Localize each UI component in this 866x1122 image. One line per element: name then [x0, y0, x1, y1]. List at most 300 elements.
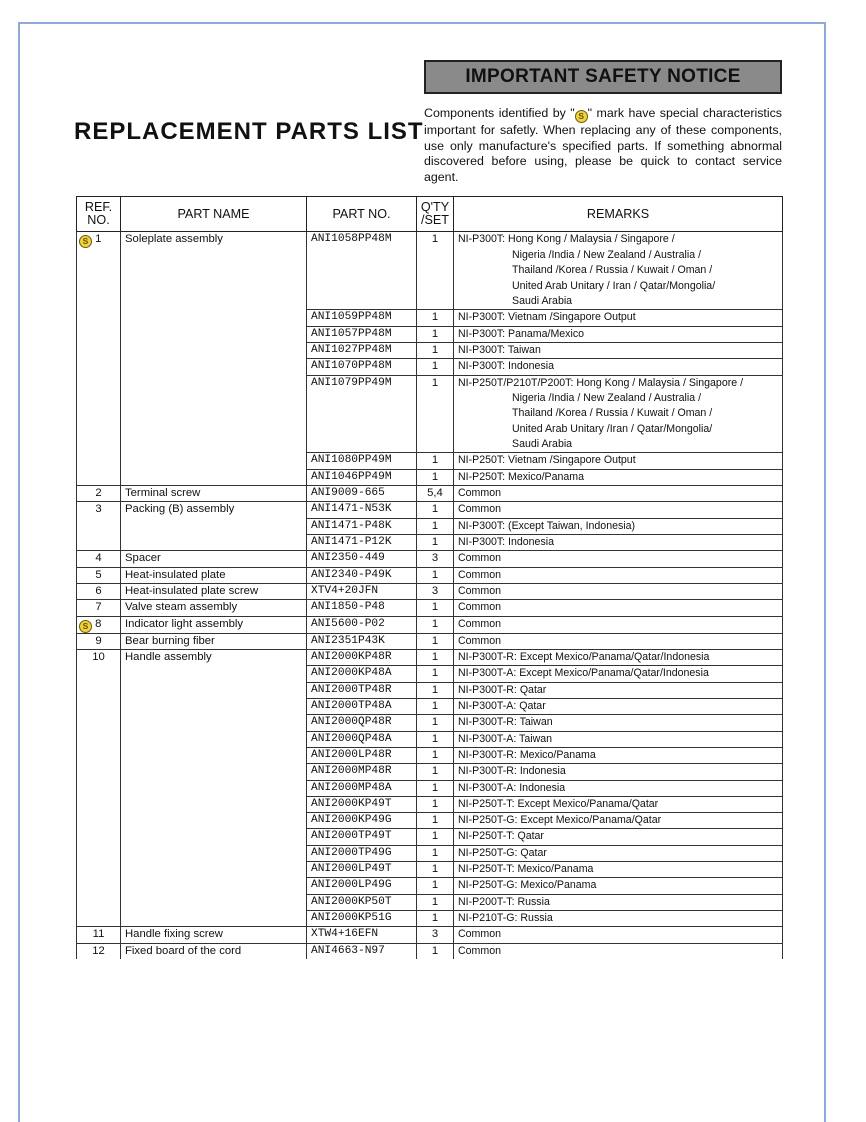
- remarks: [454, 583, 783, 599]
- remarks: [454, 469, 783, 485]
- ref-no-text: 12: [92, 944, 105, 957]
- quantity: 1: [417, 518, 454, 534]
- part-name: [121, 518, 307, 534]
- quantity: 1: [417, 845, 454, 861]
- table-row: [77, 469, 783, 485]
- quantity: [417, 422, 454, 437]
- table-row: [77, 263, 783, 278]
- ref-no-text: 8: [95, 617, 102, 630]
- quantity: 1: [417, 469, 454, 485]
- notice-text-after: " mark have special characteristics important for safetly. When replacing any of these components, use only manufacture's specified parts. If something abnormal discovered before using, please be quick to contact service agent.: [424, 106, 782, 184]
- remarks-text: NI-P300T: Indonesia: [458, 360, 554, 373]
- part-name: [121, 294, 307, 310]
- part-name: [121, 731, 307, 747]
- quantity: 1: [417, 829, 454, 845]
- ref-no: [77, 845, 121, 861]
- ref-no: [77, 666, 121, 682]
- part-number: ANI2000MP48R: [307, 764, 417, 780]
- ref-no: [77, 437, 121, 453]
- table-row: [77, 666, 783, 682]
- ref-no: [77, 583, 121, 599]
- part-name: [121, 894, 307, 910]
- quantity: 1: [417, 342, 454, 358]
- remarks-text: NI-P300T-A: Except Mexico/Panama/Qatar/Indonesia: [458, 667, 709, 680]
- remarks-text: NI-P250T-T: Mexico/Panama: [458, 863, 594, 876]
- part-name: Handle fixing screw: [121, 927, 307, 943]
- remarks: [454, 422, 783, 437]
- table-row: [77, 878, 783, 894]
- remarks: [454, 600, 783, 616]
- quantity: [417, 263, 454, 278]
- part-name: [121, 862, 307, 878]
- safety-notice-text: [424, 106, 782, 185]
- quantity: 5,4: [417, 485, 454, 501]
- ref-no: [77, 731, 121, 747]
- remarks: [454, 232, 783, 249]
- col-header-part-no: PART NO.: [307, 197, 417, 232]
- ref-no: [77, 927, 121, 943]
- part-name: [121, 422, 307, 437]
- table-row: [77, 342, 783, 358]
- remarks-text: NI-P300T-A: Taiwan: [458, 732, 553, 745]
- table-row: [77, 616, 783, 633]
- remarks-text: United Arab Unitary /Iran / Qatar/Mongolia/: [512, 422, 713, 435]
- remarks: [454, 862, 783, 878]
- ref-no: [77, 359, 121, 375]
- quantity: 1: [417, 764, 454, 780]
- ref-no: [77, 780, 121, 796]
- remarks-text: Common: [458, 634, 501, 647]
- table-row: [77, 502, 783, 518]
- remarks-text: NI-P300T: Hong Kong / Malaysia / Singapore /: [458, 233, 675, 245]
- remarks: [454, 310, 783, 326]
- part-number: [307, 248, 417, 263]
- table-row: [77, 422, 783, 437]
- remarks: [454, 406, 783, 421]
- part-name: [121, 534, 307, 550]
- part-number: ANI5600-P02: [307, 616, 417, 633]
- table-row: [77, 927, 783, 943]
- remarks: [454, 764, 783, 780]
- parts-table: [76, 196, 783, 959]
- remarks: [454, 551, 783, 567]
- quantity: 1: [417, 310, 454, 326]
- ref-no: [77, 502, 121, 518]
- part-name: Indicator light assembly: [121, 616, 307, 633]
- remarks: [454, 453, 783, 469]
- quantity: 1: [417, 747, 454, 763]
- table-row: [77, 248, 783, 263]
- ref-no: [77, 326, 121, 342]
- remarks: [454, 502, 783, 518]
- remarks: [454, 698, 783, 714]
- part-name: Soleplate assembly: [121, 232, 307, 249]
- part-name: Bear burning fiber: [121, 633, 307, 649]
- part-name: [121, 248, 307, 263]
- remarks-text: NI-P300T: Indonesia: [458, 535, 554, 548]
- safety-notice-heading: IMPORTANT SAFETY NOTICE: [424, 60, 782, 94]
- ref-no: [77, 813, 121, 829]
- remarks: [454, 342, 783, 358]
- remarks: [454, 567, 783, 583]
- part-number: [307, 422, 417, 437]
- quantity: 1: [417, 567, 454, 583]
- quantity: [417, 294, 454, 310]
- part-number: ANI2000MP48A: [307, 780, 417, 796]
- part-name: [121, 911, 307, 927]
- ref-no-text: 5: [95, 568, 102, 581]
- part-number: ANI1058PP48M: [307, 232, 417, 249]
- remarks-text: Saudi Arabia: [512, 437, 573, 450]
- remarks-text: NI-P300T: Vietnam /Singapore Output: [458, 311, 636, 324]
- remarks-text: Saudi Arabia: [512, 294, 573, 307]
- col-header-qty: Q'TY /SET: [417, 197, 454, 232]
- remarks: [454, 294, 783, 310]
- remarks: [454, 829, 783, 845]
- part-number: ANI1079PP49M: [307, 375, 417, 391]
- quantity: 1: [417, 502, 454, 518]
- part-name: [121, 796, 307, 812]
- quantity: 1: [417, 600, 454, 616]
- ref-no: [77, 551, 121, 567]
- table-row: [77, 731, 783, 747]
- ref-no: [77, 422, 121, 437]
- table-row: [77, 943, 783, 959]
- part-name: [121, 279, 307, 294]
- table-row: [77, 862, 783, 878]
- part-name: [121, 780, 307, 796]
- remarks: [454, 780, 783, 796]
- ref-no: [77, 453, 121, 469]
- remarks: [454, 279, 783, 294]
- remarks-text: NI-P300T-R: Qatar: [458, 683, 547, 696]
- remarks-text: NI-P300T-A: Indonesia: [458, 781, 566, 794]
- part-name: Spacer: [121, 551, 307, 567]
- part-number: [307, 263, 417, 278]
- remarks-text: NI-P300T-R: Mexico/Panama: [458, 748, 596, 761]
- col-header-remarks: REMARKS: [454, 197, 783, 232]
- table-row: [77, 715, 783, 731]
- remarks-text: NI-P250T-T: Qatar: [458, 830, 544, 843]
- table-row: [77, 698, 783, 714]
- table-row: [77, 375, 783, 391]
- ref-no-text: 11: [92, 928, 105, 941]
- ref-no: [77, 485, 121, 501]
- table-row: [77, 359, 783, 375]
- part-number: XTW4+16EFN: [307, 927, 417, 943]
- part-number: ANI2000TP48R: [307, 682, 417, 698]
- part-number: ANI2000QP48R: [307, 715, 417, 731]
- table-row: [77, 813, 783, 829]
- quantity: 3: [417, 583, 454, 599]
- remarks: [454, 534, 783, 550]
- part-name: [121, 666, 307, 682]
- part-number: ANI2000TP48A: [307, 698, 417, 714]
- ref-no: [77, 342, 121, 358]
- quantity: [417, 437, 454, 453]
- part-number: ANI1059PP48M: [307, 310, 417, 326]
- remarks-text: NI-P300T-A: Qatar: [458, 699, 546, 712]
- remarks: [454, 845, 783, 861]
- remarks-text: Thailand /Korea / Russia / Kuwait / Oman /: [512, 407, 713, 420]
- remarks-text: NI-P300T-R: Taiwan: [458, 716, 553, 729]
- quantity: 3: [417, 551, 454, 567]
- remarks-text: Nigeria /India / New Zealand / Australia /: [512, 391, 702, 404]
- ref-no: [77, 406, 121, 421]
- remarks-text: Common: [458, 568, 501, 581]
- ref-no: [77, 878, 121, 894]
- part-name: Packing (B) assembly: [121, 502, 307, 518]
- table-row: [77, 682, 783, 698]
- quantity: 1: [417, 232, 454, 249]
- table-row: [77, 279, 783, 294]
- ref-no: [77, 911, 121, 927]
- remarks: [454, 731, 783, 747]
- remarks: [454, 682, 783, 698]
- table-row: [77, 567, 783, 583]
- part-name: [121, 878, 307, 894]
- part-name: Terminal screw: [121, 485, 307, 501]
- part-name: [121, 342, 307, 358]
- table-row: [77, 911, 783, 927]
- quantity: 1: [417, 796, 454, 812]
- quantity: 1: [417, 359, 454, 375]
- ref-no: [77, 943, 121, 959]
- remarks: [454, 391, 783, 406]
- remarks: [454, 359, 783, 375]
- remarks-text: Common: [458, 552, 501, 565]
- part-name: [121, 715, 307, 731]
- table-row: [77, 780, 783, 796]
- part-number: [307, 437, 417, 453]
- remarks-text: NI-P300T: Taiwan: [458, 343, 541, 356]
- ref-no: [77, 600, 121, 616]
- ref-no-text: 1: [95, 233, 102, 245]
- quantity: 1: [417, 534, 454, 550]
- remarks: [454, 375, 783, 391]
- remarks-text: NI-P250T: Mexico/Panama: [458, 470, 585, 483]
- ref-no: [77, 518, 121, 534]
- ref-no: [77, 263, 121, 278]
- quantity: 1: [417, 649, 454, 665]
- remarks: [454, 813, 783, 829]
- part-number: ANI1046PP49M: [307, 469, 417, 485]
- ref-no: [77, 682, 121, 698]
- col-header-ref: REF. NO.: [77, 197, 121, 232]
- table-row: [77, 518, 783, 534]
- part-name: [121, 453, 307, 469]
- part-number: ANI1850-P48: [307, 600, 417, 616]
- page-title: REPLACEMENT PARTS LIST: [74, 118, 424, 145]
- ref-no-text: 7: [95, 601, 102, 614]
- part-number: ANI2000KP50T: [307, 894, 417, 910]
- quantity: 1: [417, 375, 454, 391]
- ref-no: [77, 248, 121, 263]
- part-name: [121, 469, 307, 485]
- part-name: [121, 845, 307, 861]
- remarks-text: Common: [458, 617, 501, 630]
- part-number: ANI2000LP48R: [307, 747, 417, 763]
- ref-no: [77, 715, 121, 731]
- part-number: ANI1471-N53K: [307, 502, 417, 518]
- remarks-text: Common: [458, 486, 501, 499]
- part-name: [121, 391, 307, 406]
- part-number: [307, 391, 417, 406]
- ref-no: [77, 633, 121, 649]
- part-name: [121, 375, 307, 391]
- part-name: [121, 747, 307, 763]
- remarks-text: Nigeria /India / New Zealand / Australia /: [512, 249, 702, 261]
- part-name: [121, 764, 307, 780]
- table-row: [77, 534, 783, 550]
- part-name: [121, 698, 307, 714]
- table-row: [77, 437, 783, 453]
- quantity: 3: [417, 927, 454, 943]
- part-number: ANI2000LP49G: [307, 878, 417, 894]
- part-number: [307, 279, 417, 294]
- remarks: [454, 263, 783, 278]
- ref-no: [77, 862, 121, 878]
- remarks-text: Common: [458, 601, 501, 614]
- part-number: ANI2340-P49K: [307, 567, 417, 583]
- part-number: ANI2000QP48A: [307, 731, 417, 747]
- remarks-text: NI-P250T-G: Except Mexico/Panama/Qatar: [458, 814, 662, 827]
- ref-no: [77, 232, 121, 249]
- part-name: [121, 263, 307, 278]
- remarks: [454, 633, 783, 649]
- table-row: [77, 894, 783, 910]
- table-row: [77, 845, 783, 861]
- part-number: ANI1080PP49M: [307, 453, 417, 469]
- remarks: [454, 943, 783, 959]
- remarks: [454, 927, 783, 943]
- part-number: ANI2350-449: [307, 551, 417, 567]
- remarks: [454, 894, 783, 910]
- table-row: [77, 485, 783, 501]
- remarks: [454, 911, 783, 927]
- remarks-text: NI-P250T: Vietnam /Singapore Output: [458, 454, 636, 467]
- ref-no: [77, 894, 121, 910]
- ref-no: [77, 294, 121, 310]
- part-name: [121, 682, 307, 698]
- remarks-text: NI-P250T-T: Except Mexico/Panama/Qatar: [458, 797, 659, 810]
- part-name: [121, 359, 307, 375]
- safety-mark-icon: S: [79, 620, 92, 633]
- remarks-text: United Arab Unitary / Iran / Qatar/Mongolia/: [512, 279, 716, 292]
- part-number: ANI2000KP51G: [307, 911, 417, 927]
- part-number: ANI9009-665: [307, 485, 417, 501]
- ref-no: [77, 747, 121, 763]
- ref-no-text: 2: [95, 486, 102, 499]
- remarks: [454, 326, 783, 342]
- remarks: [454, 248, 783, 263]
- table-row: [77, 310, 783, 326]
- table-row: [77, 326, 783, 342]
- table-row: [77, 232, 783, 249]
- remarks: [454, 747, 783, 763]
- quantity: 1: [417, 633, 454, 649]
- part-name: Heat-insulated plate: [121, 567, 307, 583]
- part-number: ANI2000LP49T: [307, 862, 417, 878]
- ref-no-text: 6: [95, 584, 102, 597]
- part-name: [121, 813, 307, 829]
- quantity: 1: [417, 715, 454, 731]
- ref-no: [77, 649, 121, 665]
- ref-no: [77, 616, 121, 633]
- part-number: ANI4663-N97: [307, 943, 417, 959]
- table-row: [77, 294, 783, 310]
- ref-no: [77, 796, 121, 812]
- safety-mark-icon: S: [79, 235, 92, 248]
- ref-no: [77, 391, 121, 406]
- quantity: 1: [417, 894, 454, 910]
- quantity: 1: [417, 862, 454, 878]
- table-row: [77, 649, 783, 665]
- remarks-text: NI-P200T-T: Russia: [458, 895, 550, 908]
- col-header-part-name: PART NAME: [121, 197, 307, 232]
- part-name: [121, 437, 307, 453]
- quantity: 1: [417, 813, 454, 829]
- table-row: [77, 633, 783, 649]
- quantity: 1: [417, 698, 454, 714]
- table-header-row: [77, 197, 783, 232]
- remarks-text: NI-P300T-R: Indonesia: [458, 765, 566, 778]
- remarks: [454, 485, 783, 501]
- ref-no: [77, 375, 121, 391]
- part-name: Heat-insulated plate screw: [121, 583, 307, 599]
- remarks: [454, 518, 783, 534]
- part-name: [121, 829, 307, 845]
- part-number: ANI2000TP49T: [307, 829, 417, 845]
- remarks: [454, 715, 783, 731]
- quantity: 1: [417, 878, 454, 894]
- part-number: ANI1471-P12K: [307, 534, 417, 550]
- table-row: [77, 391, 783, 406]
- part-number: ANI1070PP48M: [307, 359, 417, 375]
- quantity: [417, 391, 454, 406]
- safety-mark-icon: S: [575, 110, 588, 123]
- quantity: 1: [417, 731, 454, 747]
- ref-no: [77, 534, 121, 550]
- remarks-text: Common: [458, 584, 501, 597]
- remarks-text: NI-P250T-G: Mexico/Panama: [458, 879, 597, 892]
- part-number: [307, 406, 417, 421]
- part-number: [307, 294, 417, 310]
- part-number: ANI2000KP49T: [307, 796, 417, 812]
- part-number: ANI2000TP49G: [307, 845, 417, 861]
- table-row: [77, 406, 783, 421]
- part-name: Handle assembly: [121, 649, 307, 665]
- remarks: [454, 437, 783, 453]
- remarks: [454, 796, 783, 812]
- part-number: ANI2000KP49G: [307, 813, 417, 829]
- ref-no: [77, 469, 121, 485]
- parts-table-body: [77, 232, 783, 960]
- quantity: 1: [417, 911, 454, 927]
- remarks-text: NI-P210T-G: Russia: [458, 912, 553, 925]
- quantity: 1: [417, 326, 454, 342]
- remarks-text: Common: [458, 503, 501, 516]
- part-number: XTV4+20JFN: [307, 583, 417, 599]
- remarks-text: Common: [458, 944, 501, 957]
- remarks-text: NI-P300T: Panama/Mexico: [458, 327, 585, 340]
- quantity: 1: [417, 453, 454, 469]
- quantity: [417, 406, 454, 421]
- part-number: ANI1027PP48M: [307, 342, 417, 358]
- remarks: [454, 666, 783, 682]
- quantity: 1: [417, 682, 454, 698]
- quantity: [417, 248, 454, 263]
